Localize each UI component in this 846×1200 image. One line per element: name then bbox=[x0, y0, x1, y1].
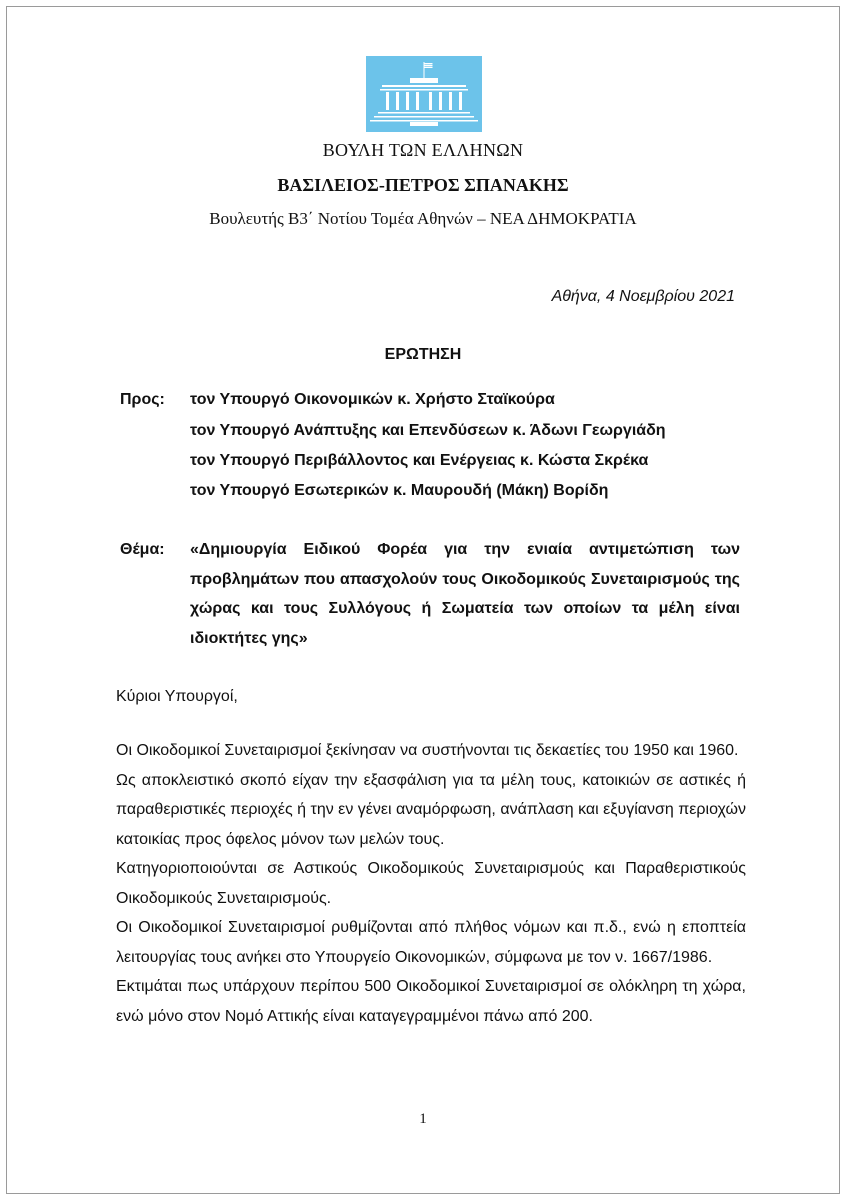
document-title: ΕΡΩΤΗΣΗ bbox=[384, 346, 462, 363]
recipient-line: τον Υπουργό Ανάπτυξης και Επενδύσεων κ. Άδωνι Γεωργιάδη bbox=[190, 422, 666, 439]
recipient-line: τον Υπουργό Εσωτερικών κ. Μαυρουδή (Μάκη) Βορίδη bbox=[190, 482, 609, 499]
body-text bbox=[116, 736, 746, 1031]
document-date: Αθήνα, 4 Νοεμβρίου 2021 bbox=[551, 288, 735, 305]
greeting: Κύριοι Υπουργοί, bbox=[116, 688, 238, 705]
paragraph: Κατηγοριοποιούνται σε Αστικούς Οικοδομικούς Συνεταιρισμούς και Παραθεριστικούς Οικοδομικούς Συνεταιρισμούς. bbox=[116, 860, 746, 907]
recipient-line: τον Υπουργό Οικονομικών κ. Χρήστο Σταϊκούρα bbox=[190, 391, 555, 408]
recipients-label: Προς: bbox=[120, 391, 165, 408]
subject-label: Θέμα: bbox=[120, 541, 165, 558]
page-number: 1 bbox=[419, 1111, 427, 1127]
paragraph: Ως αποκλειστικό σκοπό είχαν την εξασφάλιση για τα μέλη τους, κατοικιών σε αστικές ή παραθεριστικές περιοχές ή την εν γένει αναμόρφωση, ανάπλαση και εξυγίανση περιοχών κατοικίας προς όφελος μόνον των μελών τους. bbox=[116, 771, 746, 848]
subject-text: «Δημιουργία Ειδικού Φορέα για την ενιαία αντιμετώπιση των προβλημάτων που απασχολούν τους Οικοδομικούς Συνεταιρισμούς της χώρας και τους Συλλόγους ή Σωματεία των οποίων τα μέλη είναι ιδιοκτήτες γης» bbox=[190, 541, 740, 647]
recipient-line: τον Υπουργό Περιβάλλοντος και Ενέργειας κ. Κώστα Σκρέκα bbox=[190, 452, 649, 469]
parliament-name: ΒΟΥΛΗ ΤΩΝ ΕΛΛΗΝΩΝ bbox=[322, 140, 524, 160]
mp-name: ΒΑΣΙΛΕΙΟΣ-ΠΕΤΡΟΣ ΣΠΑΝΑΚΗΣ bbox=[277, 175, 569, 195]
hellenic-parliament-building-icon bbox=[366, 56, 482, 132]
paragraph: Οι Οικοδομικοί Συνεταιρισμοί ξεκίνησαν να συστήνονται τις δεκαετίες του 1950 και 1960. bbox=[116, 742, 739, 759]
paragraph: Οι Οικοδομικοί Συνεταιρισμοί ρυθμίζονται από πλήθος νόμων και π.δ., ενώ η εποπτεία λειτουργίας τους ανήκει στο Υπουργείο Οικονομικών, σύμφωνα με τον ν. 1667/1986. bbox=[116, 919, 746, 966]
paragraph: Εκτιμάται πως υπάρχουν περίπου 500 Οικοδομικοί Συνεταιρισμοί σε ολόκληρη τη χώρα, ενώ μόνο στον Νομό Αττικής είναι καταγεγραμμένοι πάνω από 200. bbox=[116, 978, 746, 1025]
mp-role: Βουλευτής Β3΄ Νοτίου Τομέα Αθηνών – ΝΕΑ ΔΗΜΟΚΡΑΤΙΑ bbox=[209, 209, 637, 228]
